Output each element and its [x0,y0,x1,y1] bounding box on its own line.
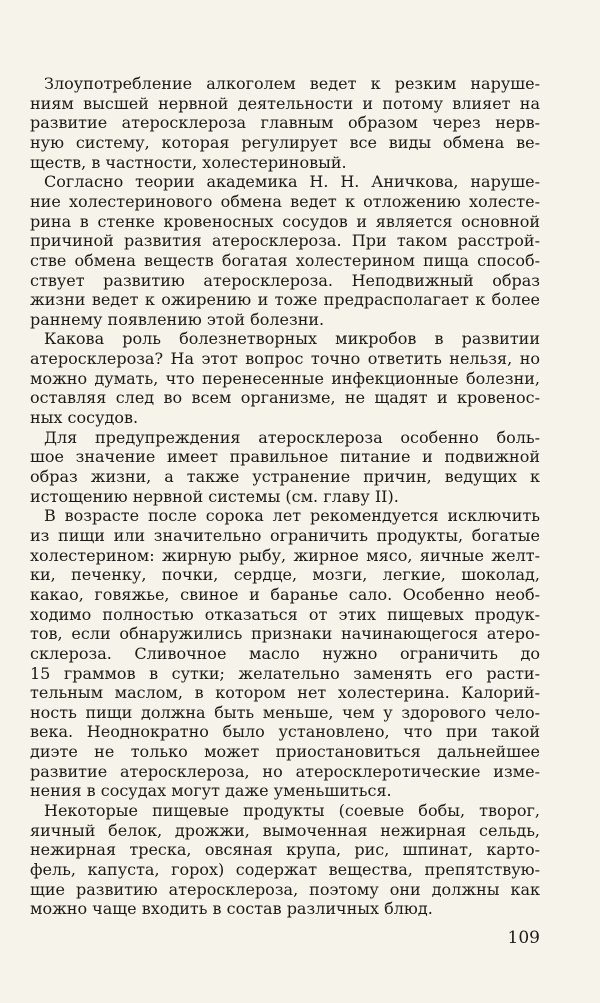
text-line: истощению нервной системы (см. главу II). [30,486,399,506]
text-line: склероза. Сливочное масло нужно ограничить до [30,643,540,663]
text-line: из пищи или значительно ограничить продукты, богатые [30,525,540,545]
text-line: нежирная треска, овсяная крупа, рис, шпинат, карто- [30,840,540,860]
text-line: щие развитию атеросклероза, поэтому они должны как [30,879,540,899]
text-line: шое значение имеет правильное питание и подвижной [30,447,540,467]
text-line: Некоторые пищевые продукты (соевые бобы, творог, [44,801,540,821]
text-line: холестерином: жирную рыбу, жирное мясо, яичные желт- [30,545,540,565]
text-line: развитие атеросклероза главным образом через нерв- [30,113,540,133]
text-line: Злоупотребление алкоголем ведет к резким наруше- [44,74,540,93]
text-line: раннему появлению этой болезни. [30,309,325,329]
text-line: жизни ведет к ожирению и тоже предрасполагает к более [30,290,540,310]
text-line: нения в сосудах могут даже уменьшиться. [30,781,392,801]
text-line: рина в стенке кровеносных сосудов и является основной [30,211,540,231]
text-line: Какова роль болезнетворных микробов в развитии [44,329,540,349]
page-number: 109 [507,928,540,948]
text-line: ность пищи должна быть меньше, чем у здорового чело- [30,702,540,722]
text-line: развитие атеросклероза, но атеросклеротические изме- [30,761,540,781]
text-line: можно думать, что перенесенные инфекционные болезни, [30,368,540,388]
text-line: диэте не только может приостановиться дальнейшее [30,742,540,762]
text-line: стве обмена веществ богатая холестерином пища способ- [30,250,540,270]
text-line: яичный белок, дрожжи, вымоченная нежирная сельдь, [30,820,540,840]
text-line: ных сосудов. [30,408,139,428]
text-line: можно чаще входить в состав различных блюд. [30,899,433,919]
book-page [30,74,540,974]
text-line: ние холестеринового обмена ведет к отложению холесте- [30,191,540,211]
text-line: тов, если обнаружились признаки начинающегося атеро- [30,624,540,644]
text-line: какао, говяжье, свиное и баранье сало. Особенно необ- [30,584,540,604]
text-line: В возрасте после сорока лет рекомендуется исключить [44,506,540,526]
text-line: ную систему, которая регулирует все виды обмена ве- [30,132,540,152]
text-line: причиной развития атеросклероза. При таком расстрой- [30,231,540,251]
text-line: оставляя след во всем организме, не щадят и кровенос- [30,388,540,408]
text-line: века. Неоднократно было установлено, что при такой [30,722,540,742]
text-line: Согласно теории академика Н. Н. Аничкова, наруше- [44,172,540,192]
text-line: тельным маслом, в котором нет холестерина. Калорий- [30,683,540,703]
text-line: ществ, в частности, холестериновый. [30,152,347,172]
text-line: ходимо полностью отказаться от этих пищевых продук- [30,604,540,624]
text-line: атеросклероза? На этот вопрос точно ответить нельзя, но [30,349,540,369]
text-line: ки, печенку, почки, сердце, мозги, легкие, шоколад, [30,565,540,585]
text-line: образ жизни, а также устранение причин, ведущих к [30,467,540,486]
text-line: фель, капуста, горох) содержат вещества, препятствую- [30,860,540,879]
text-line: ствует развитию атеросклероза. Неподвижный образ [30,270,540,290]
text-line: 15 граммов в сутки; желательно заменять его расти- [30,663,540,683]
text-line: ниям высшей нервной деятельности и потому влияет на [30,93,540,113]
text-line: Для предупреждения атеросклероза особенно боль- [44,427,540,447]
